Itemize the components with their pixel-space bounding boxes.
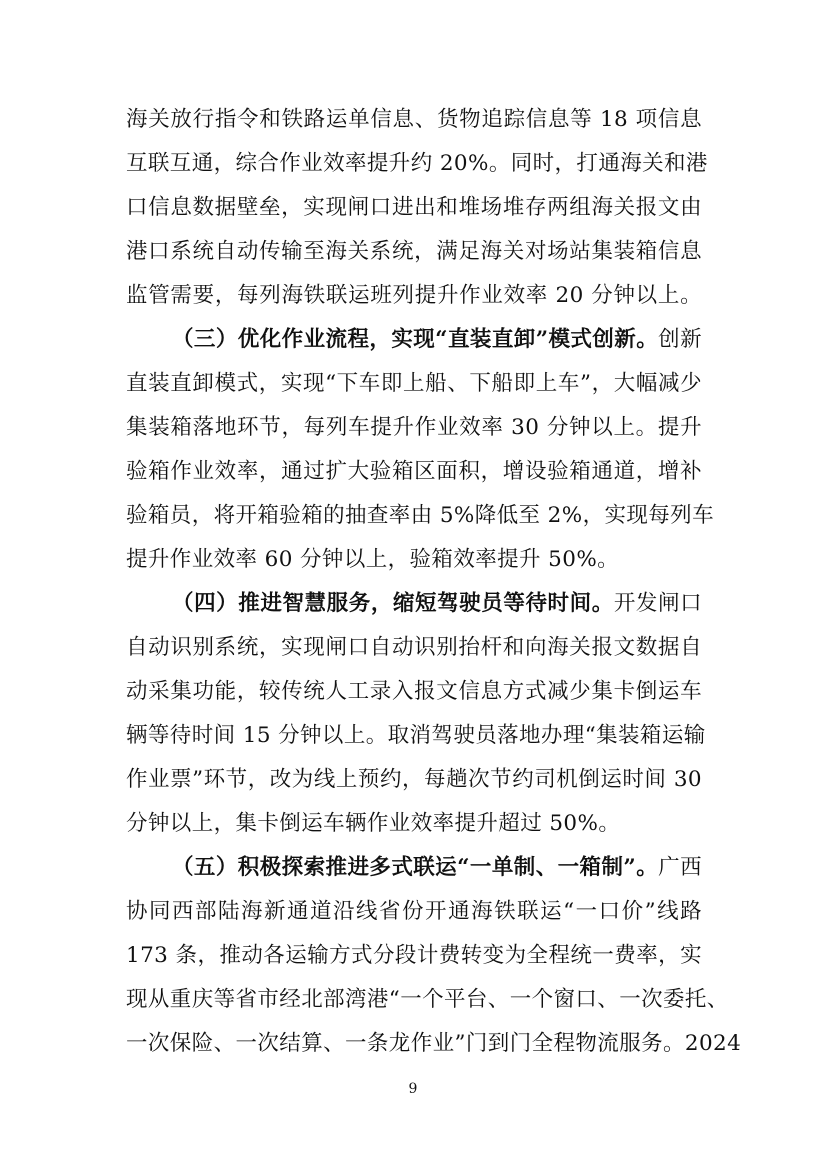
line-text: 173 条，推动各运输方式分段计费转变为全程统一费率，实: [126, 943, 702, 968]
line-text: 提升作业效率 60 分钟以上，验箱效率提升 50%。: [126, 547, 620, 572]
line-text: 海关放行指令和铁路运单信息、货物追踪信息等 18 项信息: [126, 107, 702, 132]
line-text: 辆等待时间 15 分钟以上。取消驾驶员落地办理“集装箱运输: [126, 723, 706, 748]
text-line: [126, 804, 702, 844]
text-line: [126, 716, 706, 756]
section-heading: （三）优化作业流程，实现“直装直卸”模式创新。: [172, 327, 659, 352]
text-line: [126, 628, 702, 668]
text-line: [126, 980, 729, 1020]
line-text: 直装直卸模式，实现“下车即上船、下船即上车”，大幅减少: [126, 371, 702, 396]
line-text: 港口系统自动传输至海关系统，满足海关对场站集装箱信息: [126, 239, 702, 264]
text-line: [126, 276, 702, 316]
text-line: [126, 232, 702, 272]
line-text: 口信息数据壁垒，实现闸口进出和堆场堆存两组海关报文由: [126, 195, 702, 220]
line-text: 现从重庆等省市经北部湾港“一个平台、一个窗口、一次委托、: [126, 987, 729, 1012]
text-line: [126, 892, 702, 932]
line-text: 验箱员，将开箱验箱的抽查率由 5%降低至 2%，实现每列车: [126, 503, 714, 528]
text-line: [126, 188, 702, 228]
line-text: 动采集功能，较传统人工录入报文信息方式减少集卡倒运车: [126, 679, 702, 704]
text-line: [126, 760, 702, 800]
line-text: 验箱作业效率，通过扩大验箱区面积，增设验箱通道，增补: [126, 459, 702, 484]
text-line: [126, 540, 702, 580]
text-line: [172, 848, 702, 888]
line-text: 创新: [658, 327, 702, 352]
text-line: [126, 496, 714, 536]
text-line: [126, 672, 702, 712]
line-text: 分钟以上，集卡倒运车辆作业效率提升超过 50%。: [126, 811, 621, 836]
text-line: [126, 364, 702, 404]
text-line: [126, 452, 702, 492]
text-line: [172, 584, 702, 624]
line-text: 协同西部陆海新通道沿线省份开通海铁联运“一口价”线路: [126, 899, 702, 924]
line-text: 监管需要，每列海铁联运班列提升作业效率 20 分钟以上。: [126, 283, 702, 308]
page-number: 9: [408, 1081, 418, 1097]
line-text: 广西: [658, 855, 702, 880]
line-text: 一次保险、一次结算、一条龙作业”门到门全程物流服务。2024: [126, 1031, 742, 1056]
section-heading: （四）推进智慧服务，缩短驾驶员等待时间。: [172, 591, 614, 616]
text-line: [126, 408, 702, 448]
text-line: [126, 144, 708, 184]
line-text: 开发闸口: [613, 591, 702, 616]
section-heading: （五）积极探索推进多式联运“一单制、一箱制”。: [172, 855, 659, 880]
text-line: [126, 936, 702, 976]
line-text: 作业票”环节，改为线上预约，每趟次节约司机倒运时间 30: [126, 767, 702, 792]
line-text: 互联互通，综合作业效率提升约 20%。同时，打通海关和港: [126, 151, 708, 176]
text-line: [126, 1024, 742, 1064]
line-text: 自动识别系统，实现闸口自动识别抬杆和向海关报文数据自: [126, 635, 702, 660]
text-line: [126, 100, 702, 140]
text-line: [172, 320, 702, 360]
line-text: 集装箱落地环节，每列车提升作业效率 30 分钟以上。提升: [126, 415, 702, 440]
